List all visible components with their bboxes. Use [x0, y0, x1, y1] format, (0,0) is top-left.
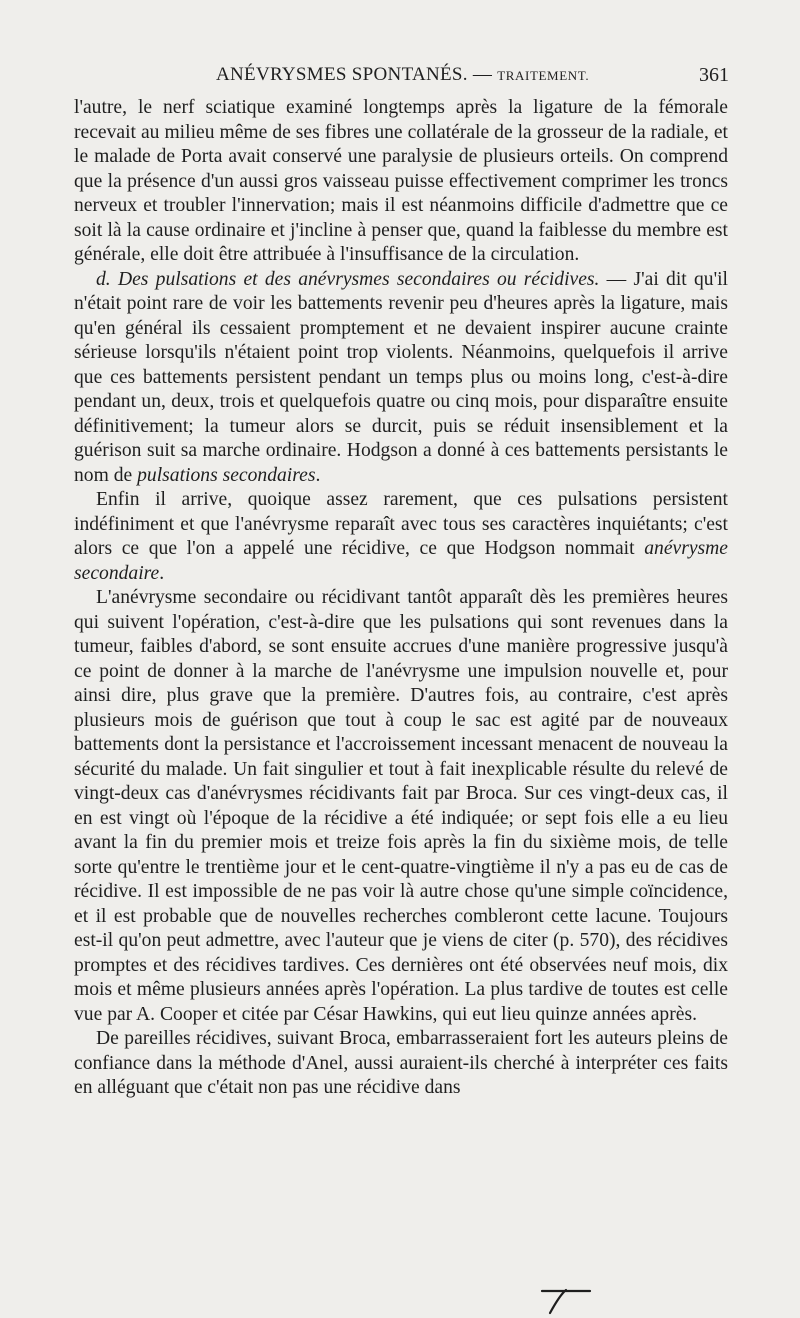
page-number: 361	[699, 64, 729, 86]
chapter-title: ANÉVRYSMES SPONTANÉS. —	[216, 64, 493, 85]
running-head-title	[216, 60, 589, 91]
page-body	[74, 96, 728, 1101]
paragraph-pulsations	[74, 268, 728, 489]
paragraph-text: L'anévrysme secondaire ou récidivant tantôt apparaît dès les premières heures qui suivent l'opération, c'est-à-dire que les pulsations qui sont revenues dans la tumeur, faibles d'abord, se sont ensuite accrues d'une manière progressive jusqu'à ce point de donner à la marche de l'anévrysme une impulsion nouvelle et, pour ainsi dire, plus grave que la première. D'autres fois, au contraire, c'est après plusieurs mois de guérison que tout à coup le sac est agité par de nouveaux battements dont la persistance et l'accroissement incessant menacent de nouveau la sécurité du malade. Un fait singulier et tout à fait inexplicable résulte du relevé de vingt-deux cas d'anévrysmes récidivants fait par Broca. Sur ces vingt-deux cas, il en est vingt où l'époque de la récidive a été indiquée; or sept fois elle a eu lieu avant la fin du premier mois et treize fois après la fin du sixième mois, de telle sorte qu'entre le trentième jour et le cent-quatre-vingtième il n'y a pas eu de cas de récidive. Il est impossible de ne pas voir là autre chose qu'une simple coïncidence, et il est probable que de nouvelles recherches combleront cette lacune. Toujours est-il qu'on peut admettre, avec l'auteur que je viens de citer (p. 570), des récidives promptes et des récidives tardives. Ces dernières ont été observées neuf mois, dix mois et même plusieurs années après l'opération. La plus tardive de toutes est celle vue par A. Cooper et citée par César Hawkins, qui eut lieu quinze années après.	[74, 587, 728, 1025]
paragraph-text: De pareilles récidives, suivant Broca, embarrasseraient fort les auteurs pleins de confiance dans la méthode d'Anel, aussi auraient-ils cherché à interpréter ces faits en alléguant que c'était non pas une récidive dans	[74, 1028, 728, 1098]
paragraph-anevrysme-secondaire	[74, 586, 728, 1027]
paragraph-end: .	[315, 464, 321, 486]
section-title: TRAITEMENT.	[497, 68, 590, 83]
paragraph-text: Enfin il arrive, quoique assez rarement, que ces pulsations persistent indéfiniment et que l'anévrysme reparaît avec tous ses caractères inquiétants; c'est alors ce que l'on a appelé une récidive, ce que Hodgson nommait	[74, 489, 728, 559]
italic-term: anévrysme secondaire	[74, 538, 728, 584]
scan-artifact	[532, 1286, 602, 1318]
paragraph-recidive	[74, 488, 728, 586]
paragraph-pareilles-recidives	[74, 1027, 728, 1101]
paragraph-text: — J'ai dit qu'il n'était point rare de voir les battements revenir peu d'heures après la ligature, mais qu'en général ils cessaient promptement et ne devaient inspirer aucune crainte sérieuse lorsqu'ils n'étaient point trop violents. Néanmoins, quelquefois il arrive que ces battements persistent pendant un temps plus ou moins long, c'est-à-dire pendant un, deux, trois et quelquefois quatre ou cinq mois, pour disparaître ensuite définitivement; la tumeur alors se durcit, puis se réduit insensiblement et la guérison suit sa marche ordinaire. Hodgson a donné à ces battements persistants le nom de	[74, 268, 728, 486]
paragraph-text: l'autre, le nerf sciatique examiné longtemps après la ligature de la fémorale recevait au milieu même de ses fibres une collatérale de la grosseur de la radiale, et le malade de Porta avait conservé une paralysie de plusieurs orteils. On comprend que la présence d'un aussi gros vaisseau puisse effectivement comprimer les troncs nerveux et troubler l'innervation; mais il est néanmoins difficile d'admettre que ce soit là la cause ordinaire et j'incline à penser que, quand la faiblesse du membre est générale, elle doit être attribuée à l'insuffisance de la circulation.	[74, 97, 728, 265]
paragraph-end: .	[159, 562, 165, 584]
italic-term: pulsations secondaires	[137, 464, 316, 486]
section-label: d. Des pulsations et des anévrysmes secondaires ou récidives.	[96, 268, 600, 290]
running-head	[74, 60, 729, 90]
paragraph-continuation	[74, 96, 728, 268]
